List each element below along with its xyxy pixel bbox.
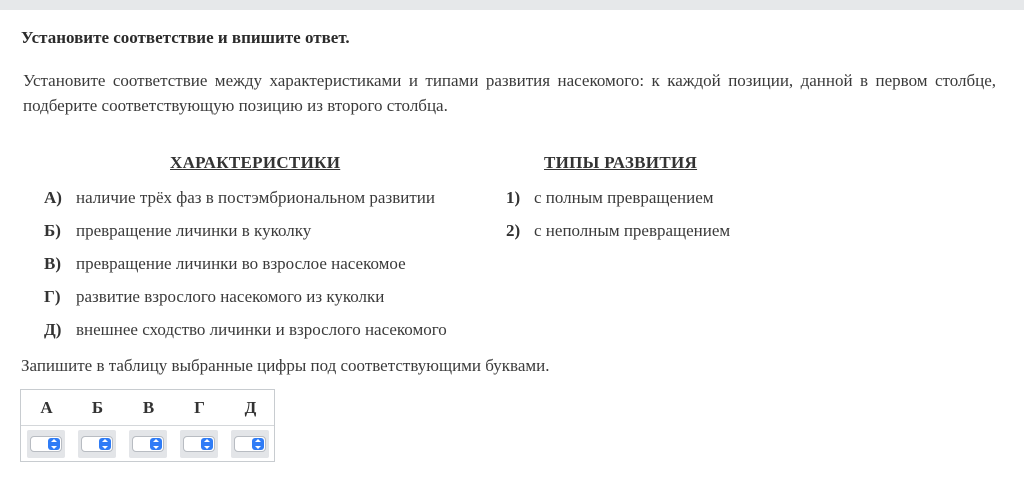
characteristic-letter: А)	[44, 188, 62, 207]
characteristic-text: превращение личинки во взрослое насекомое	[76, 254, 406, 273]
task-text: Установите соответствие между характеристиками и типами развития насекомого: к каждой позиции, данной в первом столбце, подберите соответствующую позицию из второго столбца.	[23, 71, 996, 115]
characteristic-text: превращение личинки в куколку	[76, 221, 312, 240]
task-title: Установите соответствие и впишите ответ.	[21, 28, 350, 47]
answer-cell-v	[129, 430, 167, 458]
answer-column-header: Г	[194, 398, 205, 417]
type-number: 2)	[506, 221, 521, 240]
answer-cell-a	[27, 430, 65, 458]
select-stepper-icon	[201, 438, 213, 450]
characteristic-letter: В)	[44, 254, 61, 273]
characteristic-text: развитие взрослого насекомого из куколки	[76, 287, 385, 306]
answer-column-header: А	[40, 398, 53, 417]
instruction-text: Запишите в таблицу выбранные цифры под соответствующими буквами.	[21, 356, 550, 375]
select-stepper-icon	[99, 438, 111, 450]
type-text: с полным превращением	[534, 188, 714, 207]
characteristic-text: наличие трёх фаз в постэмбриональном развитии	[76, 188, 435, 207]
select-stepper-icon	[48, 438, 60, 450]
characteristic-letter: Б)	[44, 221, 61, 240]
types-header: ТИПЫ РАЗВИТИЯ	[544, 153, 698, 172]
answer-cell-d	[231, 430, 269, 458]
answer-select-g[interactable]	[183, 436, 215, 452]
select-stepper-icon	[150, 438, 162, 450]
answer-select-b[interactable]	[81, 436, 113, 452]
top-strip	[0, 0, 1024, 10]
characteristic-letter: Д)	[44, 320, 62, 339]
characteristics-header: ХАРАКТЕРИСТИКИ	[170, 153, 341, 172]
select-stepper-icon	[252, 438, 264, 450]
answer-cell-b	[78, 430, 116, 458]
table-divider	[21, 425, 274, 426]
characteristic-letter: Г)	[44, 287, 61, 306]
type-number: 1)	[506, 188, 521, 207]
answer-column-header: Д	[244, 398, 257, 417]
answer-cell-g	[180, 430, 218, 458]
answer-column-header: В	[142, 398, 155, 417]
answer-column-header: Б	[91, 398, 104, 417]
answer-table	[20, 389, 275, 462]
answer-select-v[interactable]	[132, 436, 164, 452]
answer-select-a[interactable]	[30, 436, 62, 452]
answer-select-d[interactable]	[234, 436, 266, 452]
characteristic-text: внешнее сходство личинки и взрослого насекомого	[76, 320, 447, 339]
type-text: с неполным превращением	[534, 221, 731, 240]
